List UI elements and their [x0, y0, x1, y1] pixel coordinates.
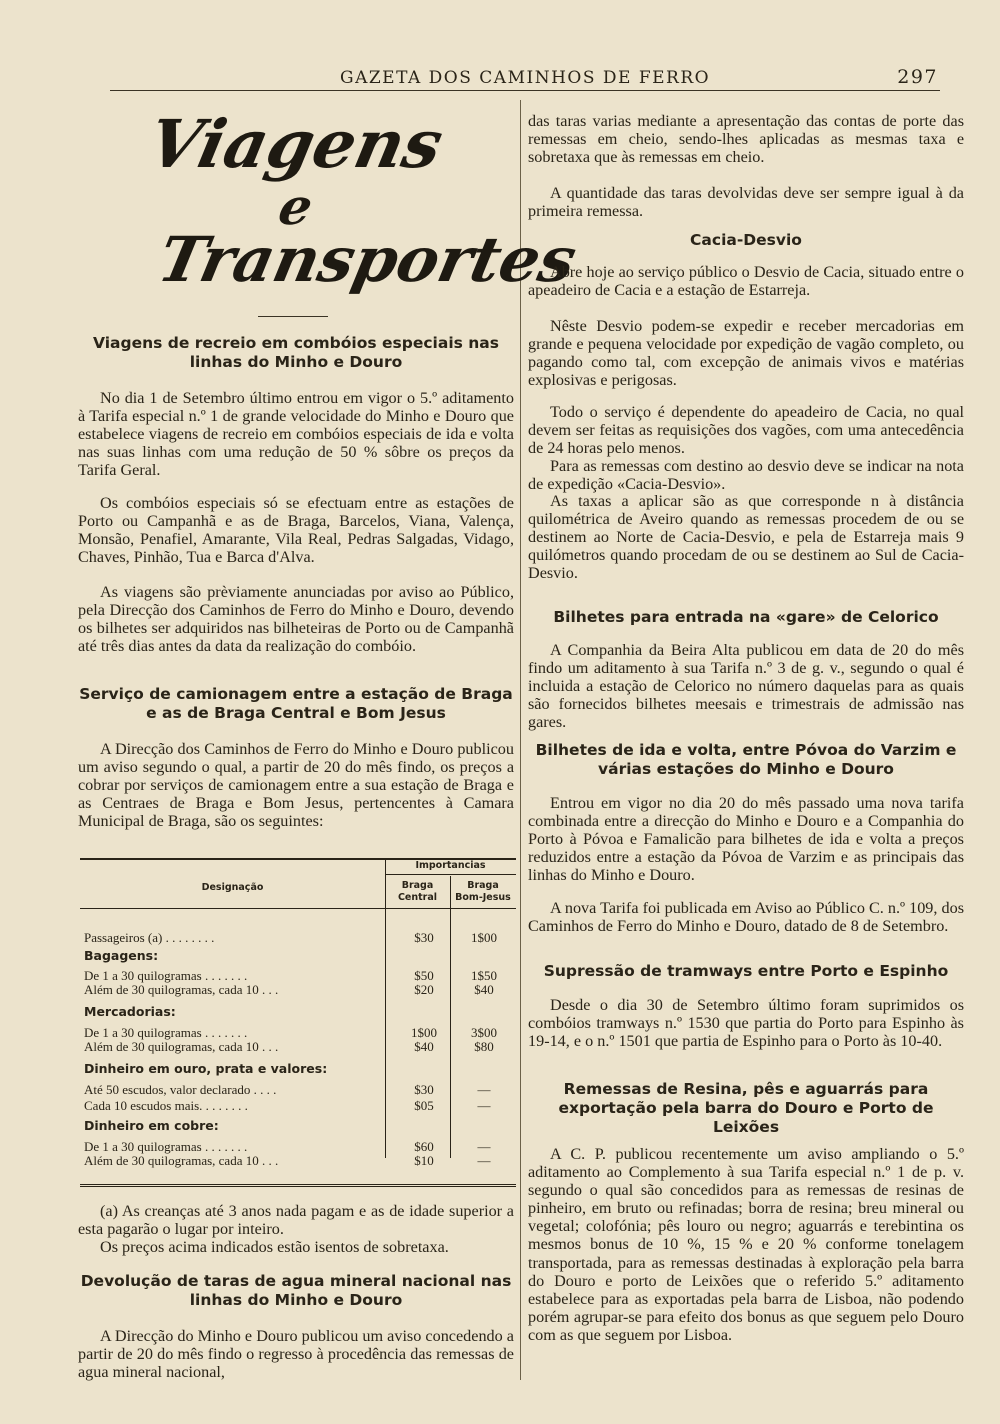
row-value-bom-jesus: $80 — [474, 1039, 494, 1054]
table-note: Os preços acima indicados estão isentos de sobretaxa. — [100, 1238, 449, 1256]
masthead-line-2: e — [273, 177, 319, 236]
masthead-line-3: Transportes — [152, 223, 583, 296]
article-paragraph: Todo o serviço é dependente do apeadeiro de Cacia, no qual devem ser feitas as requisições dos vagões, com uma antecedência de 24 horas pelo menos. — [528, 403, 964, 458]
row-label: De 1 a 30 quilogramas . . . . . . . — [84, 968, 248, 983]
article-paragraph: A nova Tarifa foi publicada em Aviso ao Público C. n.º 109, dos Caminhos de Ferro do Minho e Douro, datado de 8 de Setembro. — [528, 899, 964, 936]
table-header-bom-jesus — [450, 880, 516, 904]
table-header-designacao: Designação — [201, 882, 264, 893]
table-row — [84, 968, 516, 982]
row-value-braga-central: $50 — [414, 968, 434, 983]
table-category: Bagagens: — [84, 948, 159, 963]
article-title-remessas-resina: Remessas de Resina, pês e aguarrás para exportação pela barra do Douro e Porto de Leixões — [558, 1080, 934, 1136]
table-group-header: Importancias — [415, 860, 486, 871]
article-title-camionagem: Serviço de camionagem entre a estação de Braga e as de Braga Central e Bom Jesus — [79, 685, 513, 722]
row-value-bom-jesus: — — [477, 1139, 491, 1154]
table-row — [84, 1153, 516, 1167]
row-value-bom-jesus: 1$50 — [471, 968, 497, 983]
table-category: Dinheiro em ouro, prata e valores: — [84, 1061, 328, 1076]
article-paragraph: Abre hoje ao serviço público o Desvio de Cacia, situado entre o apeadeiro de Cacia e a estação de Estarreja. — [528, 263, 964, 300]
row-value-braga-central: $20 — [414, 982, 434, 997]
row-label: Além de 30 quilogramas, cada 10 . . . — [84, 1039, 279, 1054]
article-paragraph: No dia 1 de Setembro último entrou em vigor o 5.º aditamento à Tarifa especial n.º 1 de grande velocidade do Minho e Douro que estabelece viagens de recreio em combóios especiais de ida e volta nas suas linhas com uma redução de 50 % sôbre os preços da Tarifa Geral. — [78, 389, 514, 480]
page-number: 297 — [897, 66, 938, 88]
article-title-devolucao-taras: Devolução de taras de agua mineral nacional nas linhas do Minho e Douro — [80, 1272, 512, 1309]
article-paragraph: Para as remessas com destino ao desvio deve se indicar na nota de expedição «Cacia-Desvio». — [528, 457, 964, 494]
table-category: Mercadorias: — [84, 1004, 176, 1019]
header-line: Bom-Jesus — [455, 892, 511, 903]
table-row — [84, 982, 516, 996]
table-header-braga-central — [385, 880, 450, 904]
row-value-braga-central: $30 — [414, 1082, 434, 1097]
article-paragraph: A Direcção dos Caminhos de Ferro do Minho e Douro publicou um aviso segundo o qual, a partir de 20 do mês findo, os preços a cobrar por serviços de camionagem entre a sua estação de Braga e as Centraes de Braga e Bom Jesus, pertencentes à Camara Municipal de Braga, são os seguintes: — [78, 740, 514, 831]
article-paragraph: A Companhia da Beira Alta publicou em data de 20 do mês findo um aditamento à sua Tarifa n.º 3 de g. v., segundo o qual é incluida a estação de Celorico no número daquelas para as quais são fornecidos bilhetes meesais e trimestrais de admissão nas gares. — [528, 641, 964, 732]
article-paragraph: As taxas a aplicar são as que corresponde n à distância quilométrica de Aveiro quando as remessas procedem de ou se destinem ao Norte de Cacia-Desvio, e pela de Estarreja mais 9 quilómetros quando procedam de ou se destinem ao Sul de Cacia-Desvio. — [528, 492, 964, 583]
row-value-bom-jesus: 1$00 — [471, 930, 497, 945]
row-value-braga-central: 1$00 — [411, 1025, 437, 1040]
row-label: Até 50 escudos, valor declarado . . . . — [84, 1082, 277, 1097]
row-value-bom-jesus: — — [477, 1098, 491, 1113]
table-row — [84, 1039, 516, 1053]
table-row — [84, 1098, 516, 1112]
masthead-rule — [258, 316, 328, 317]
article-title-cacia-desvio: Cacia-Desvio — [690, 231, 802, 249]
row-value-bom-jesus: $40 — [474, 982, 494, 997]
section-masthead — [120, 105, 583, 296]
article-title-viagens-recreio: Viagens de recreio em combóios especiais nas linhas do Minho e Douro — [93, 334, 499, 371]
header-line: Braga — [467, 880, 499, 891]
row-value-bom-jesus: 3$00 — [471, 1025, 497, 1040]
row-label: Cada 10 escudos mais. . . . . . . . — [84, 1098, 248, 1113]
article-title-povoa-varzim: Bilhetes de ida e volta, entre Póvoa do Varzim e várias estações do Minho e Douro — [535, 741, 957, 778]
table-group-rule — [385, 874, 516, 875]
table-footnote: (a) As creanças até 3 anos nada pagam e as de idade superior a esta pagarão o lugar por inteiro. — [78, 1202, 514, 1239]
table-row — [84, 1025, 516, 1039]
article-paragraph: Os combóios especiais só se efectuam entre as estações de Porto ou Campanhã e as de Braga, Barcelos, Viana, Valença, Monsão, Penafiel, Amarante, Vila Real, Pedras Salgadas, Vidago, Chaves, Pinhão, Tua e Barca d'Alva. — [78, 494, 514, 567]
table-row — [84, 1082, 516, 1096]
table-category: Dinheiro em cobre: — [84, 1118, 219, 1133]
table-column-line — [450, 876, 451, 1158]
row-label: De 1 a 30 quilogramas . . . . . . . — [84, 1139, 248, 1154]
row-label: Além de 30 quilogramas, cada 10 . . . — [84, 982, 279, 997]
article-title-celorico: Bilhetes para entrada na «gare» de Celorico — [553, 608, 939, 626]
header-line: Central — [397, 892, 438, 903]
article-paragraph-continued: das taras varias mediante a apresentação das contas de porte das remessas em cheio, sendo-lhes aplicadas as mesmas taxa e sobretaxa que às remessas em cheio. — [528, 112, 964, 167]
header-rule — [110, 90, 940, 91]
row-label: De 1 a 30 quilogramas . . . . . . . — [84, 1025, 248, 1040]
row-value-braga-central: $40 — [414, 1039, 434, 1054]
article-paragraph: Entrou em vigor no dia 20 do mês passado uma nova tarifa combinada entre a direcção do Minho e Douro e a Companhia do Porto à Póvoa e Famalicão para bilhetes de ida e volta a preços reduzidos entre a estação da Póvoa de Varzim e as principais das linhas do Minho e Douro. — [528, 794, 964, 885]
table-row — [84, 1139, 516, 1153]
article-paragraph: A C. P. publicou recentemente um aviso ampliando o 5.º aditamento ao Complemento à sua Tarifa especial n.º 1 de p. v. segundo o qual são concedidos para as remessas de resinas de pinheiro, em bruto ou refinadas; borra de resina; breu mineral ou vegetal; colofónia; pês louro ou negro; aguarrás e terebintina os mesmos bonus de 10 %, 15 % e 20 % conforme tonelagem transportada, para as remessas destinadas à exploração pela barra do Douro e porto de Leixões que o referido 5.º aditamento estabelece para as exportadas pela barra de Lisboa, não podendo porém agrupar-se para efeito dos bonus as que seguem pelo Douro com as que seguem por Lisboa. — [528, 1145, 964, 1344]
row-value-braga-central: $30 — [414, 930, 434, 945]
article-title-tramways: Supressão de tramways entre Porto e Espinho — [543, 962, 949, 980]
article-paragraph: A quantidade das taras devolvidas deve ser sempre igual à da primeira remessa. — [528, 184, 964, 221]
table-header-rule — [80, 908, 516, 909]
row-label: Além de 30 quilogramas, cada 10 . . . — [84, 1153, 279, 1168]
publication-title: GAZETA DOS CAMINHOS DE FERRO — [340, 68, 711, 88]
table-rule-bottom — [80, 1184, 516, 1185]
row-value-bom-jesus: — — [477, 1082, 491, 1097]
article-paragraph: As viagens são prèviamente anunciadas por aviso ao Público, pela Direcção dos Caminhos de Ferro do Minho e Douro, devendo os bilhetes ser adquiridos nas bilheteiras de Porto ou de Campanhã até três dias antes da data da realização do combóio. — [78, 583, 514, 656]
price-table — [80, 858, 516, 1188]
running-head — [340, 66, 940, 92]
row-value-braga-central: $05 — [414, 1098, 434, 1113]
article-paragraph: A Direcção do Minho e Douro publicou um aviso concedendo a partir de 20 do mês findo o regresso à procedência das remessas de agua mineral nacional, — [78, 1327, 514, 1382]
row-value-bom-jesus: — — [477, 1153, 491, 1168]
table-row — [84, 930, 516, 944]
article-paragraph: Nêste Desvio podem-se expedir e receber mercadorias em grande e pequena velocidade por expedição de vagão completo, ou pagando como tal, com excepção de animais vivos e matérias explosivas e perigosas. — [528, 317, 964, 390]
header-line: Braga — [401, 880, 434, 891]
row-value-braga-central: $10 — [414, 1153, 434, 1168]
row-label: Passageiros (a) . . . . . . . . — [84, 930, 215, 945]
article-paragraph: Desde o dia 30 de Setembro último foram suprimidos os combóios tramways n.º 1530 que partia do Porto para Espinho às 19-14, e o n.º 1501 que partia de Espinho para o Porto às 10-40. — [528, 996, 964, 1051]
table-rule-bottom-double — [80, 1186, 516, 1187]
masthead-line-1: Viagens — [141, 105, 450, 183]
row-value-braga-central: $60 — [414, 1139, 434, 1154]
